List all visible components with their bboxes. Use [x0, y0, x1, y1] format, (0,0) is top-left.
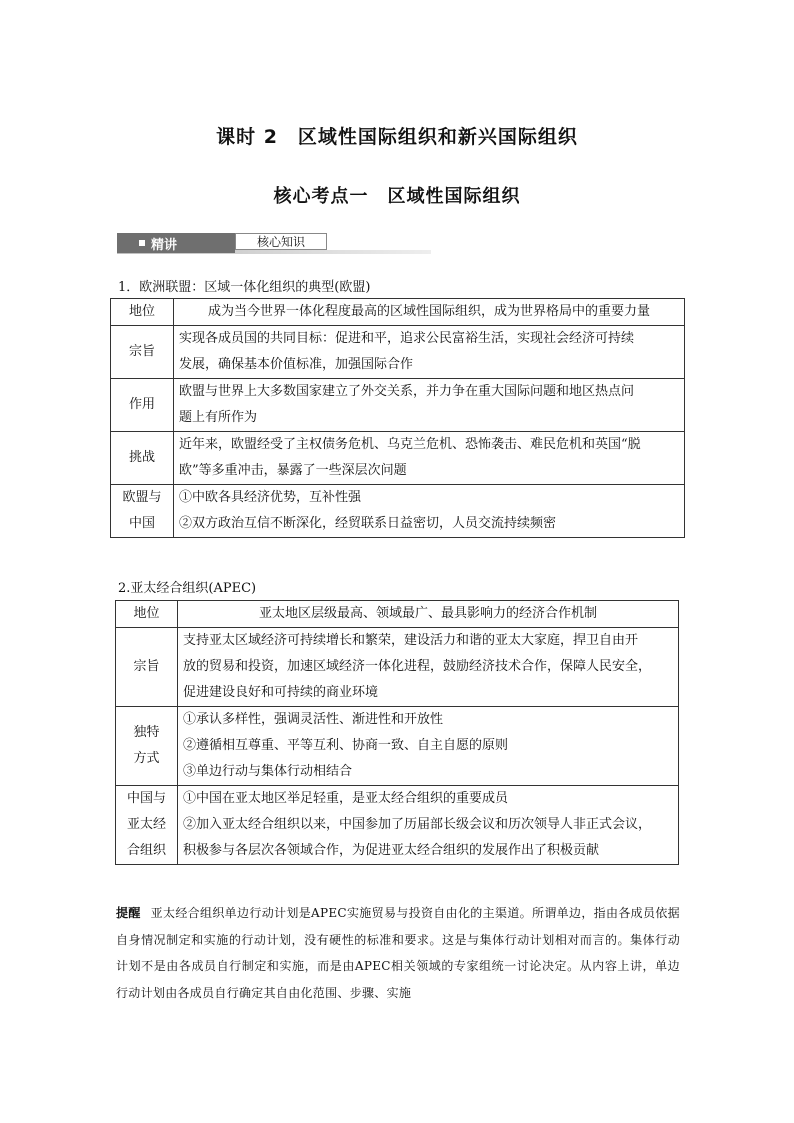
reminder-note	[116, 900, 680, 1006]
apec-heading: 2.亚太经合组织(APEC)	[118, 581, 257, 596]
table-row	[116, 786, 679, 865]
row-key: 作用	[111, 379, 174, 432]
banner-tag: 核心知识	[235, 233, 327, 250]
table-row	[116, 601, 679, 628]
square-bullet-icon	[139, 240, 145, 246]
table-row	[116, 707, 679, 786]
row-key: 挑战	[111, 432, 174, 485]
reminder-text: 亚太经合组织单边行动计划是APEC实施贸易与投资自由化的主渠道。所谓单边，指由各成员依据自身情况制定和实施的行动计划，没有硬性的标准和要求。这是与集体行动计划相对而言的。集体行动计划不是由各成员自行制定和实施，而是由APEC相关领域的专家组统一讨论决定。从内容上讲，单边行动计划由各成员自行确定其自由化范围、步骤、实施	[116, 906, 680, 1000]
eu-table	[110, 298, 685, 538]
row-value: 支持亚太区域经济可持续增长和繁荣，建设活力和谐的亚太大家庭，捍卫自由开 放的贸易和投资，加速区域经济一体化进程，鼓励经济技术合作，保障人民安全， 促进建设良好和可持续的商业环境	[178, 628, 679, 707]
row-key: 独特 方式	[116, 707, 178, 786]
row-value: 实现各成员国的共同目标：促进和平，追求公民富裕生活，实现社会经济可持续 发展，确保基本价值标准，加强国际合作	[174, 326, 685, 379]
table-row	[111, 379, 685, 432]
table-row	[111, 326, 685, 379]
banner-label-box	[117, 233, 235, 253]
table-row	[116, 628, 679, 707]
row-key: 欧盟与 中国	[111, 485, 174, 538]
reminder-label: 提醒	[116, 906, 141, 920]
banner-label: 精讲	[151, 237, 178, 253]
row-key: 宗旨	[111, 326, 174, 379]
eu-heading: 1．欧洲联盟：区域一体化组织的典型(欧盟)	[118, 280, 371, 295]
table-row	[111, 299, 685, 326]
row-key: 中国与 亚太经 合组织	[116, 786, 178, 865]
row-key: 宗旨	[116, 628, 178, 707]
section-subtitle: 核心考点一 区域性国际组织	[273, 186, 521, 207]
table-row	[111, 485, 685, 538]
row-key: 地位	[116, 601, 178, 628]
page-title: 课时 2 区域性国际组织和新兴国际组织	[216, 126, 578, 148]
row-value: 近年来，欧盟经受了主权债务危机、乌克兰危机、恐怖袭击、难民危机和英国“脱 欧”等多重冲击，暴露了一些深层次问题	[174, 432, 685, 485]
apec-table	[115, 600, 679, 865]
row-value: ①中国在亚太地区举足轻重，是亚太经合组织的重要成员 ②加入亚太经合组织以来，中国参加了历届部长级会议和历次领导人非正式会议， 积极参与各层次各领域合作，为促进亚太经合组织的发展作出了积极贡献	[178, 786, 679, 865]
row-value: 欧盟与世界上大多数国家建立了外交关系，并力争在重大国际问题和地区热点问 题上有所作为	[174, 379, 685, 432]
row-key: 地位	[111, 299, 174, 326]
table-row	[111, 432, 685, 485]
row-value: 亚太地区层级最高、领域最广、最具影响力的经济合作机制	[178, 601, 679, 628]
row-value: ①中欧各具经济优势，互补性强 ②双方政治互信不断深化，经贸联系日益密切，人员交流持续频密	[174, 485, 685, 538]
row-value: ①承认多样性，强调灵活性、渐进性和开放性 ②遵循相互尊重、平等互利、协商一致、自主自愿的原则 ③单边行动与集体行动相结合	[178, 707, 679, 786]
section-banner	[117, 233, 431, 255]
row-value: 成为当今世界一体化程度最高的区域性国际组织，成为世界格局中的重要力量	[174, 299, 685, 326]
